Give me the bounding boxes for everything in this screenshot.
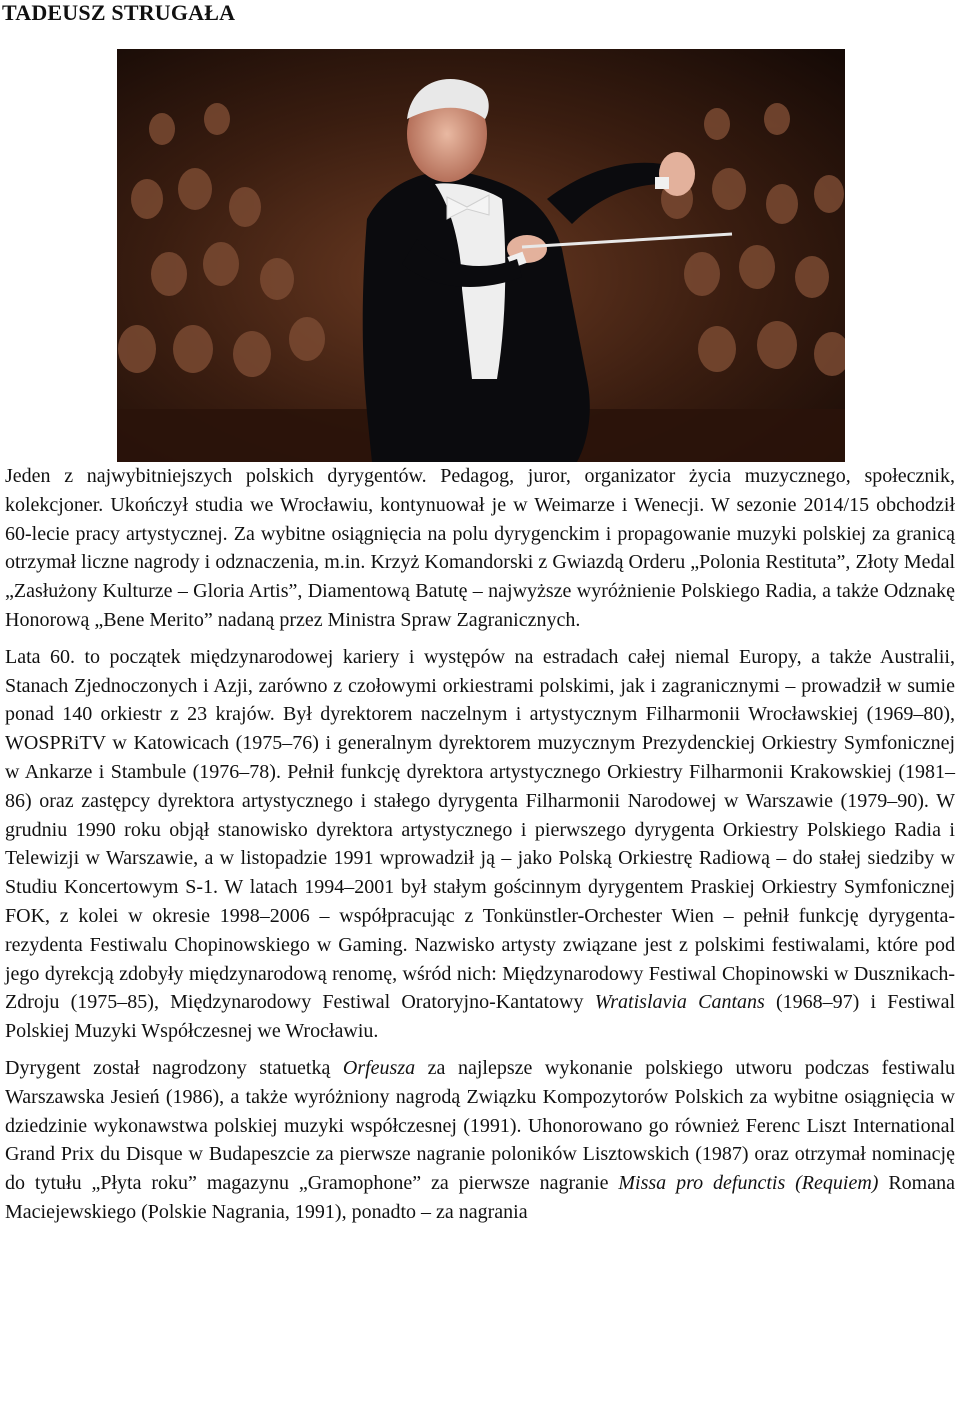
page-title: TADEUSZ STRUGAŁA [2,0,236,25]
conductor-photo-icon [117,49,845,462]
article-body [5,462,955,1227]
paragraph-awards [5,1054,955,1227]
festival-name: Wratislavia Cantans [594,991,765,1014]
paragraph-career-text-b: (1968–97) i Festiwal Polskiej Muzyki Współczesnej we Wrocławiu. [5,991,955,1043]
paragraph-awards-text-a: Dyrygent został nagrodzony statuetką [5,1056,343,1079]
paragraph-career [5,643,955,1046]
paragraph-awards-text-b: za najlepsze wykonanie polskiego utworu podczas festiwalu Warszawska Jesień (1986), a także wyróżniony nagrodą Związku Kompozytorów Polskich za wybitne osiągnięcia w dziedzinie wykonawstwa polskiej muzyki współczesnej (1991). Uhonorowano go również Ferenc Liszt International Grand Prix du Disque w Budapeszcie za pierwsze nagranie poloników Lisztowskich (1987) oraz otrzymał nominację do tytułu „Płyta roku” magazynu „Gramophone” za pierwsze nagranie [5,1056,955,1195]
award-name: Orfeusza [342,1056,416,1079]
paragraph-bio [5,462,955,635]
recording-title: Missa pro defunctis (Requiem) [618,1172,879,1195]
paragraph-bio-text: Jeden z najwybitniejszych polskich dyrygentów. Pedagog, juror, organizator życia muzycznego, społecznik, kolekcjoner. Ukończył studia we Wrocławiu, kontynuował je w Weimarze i Wenecji. W sezonie 2014/15 obchodził 60-lecie pracy artystycznej. Za wybitne osiągnięcia na polu dyrygenckim i propagowanie muzyki polskiej za granicą otrzymał liczne nagrody i odznaczenia, m.in. Krzyż Komandorski z Gwiazdą Orderu „Polonia Restituta”, Złoty Medal „Zasłużony Kulturze – Gloria Artis”, Diamentową Batutę – najwyższe wyróżnienie Polskiego Radia, a także Odznakę Honorową „Bene Merito” nadaną przez Ministra Spraw Zagranicznych. [5,465,955,631]
paragraph-career-text-a: Lata 60. to początek międzynarodowej kariery i występów na estradach całej niemal Europy, a także Australii, Stanach Zjednoczonych i Azji, zarówno z czołowymi orkiestrami polskimi, jak i zagranicznymi – prowadził w sumie ponad 140 orkiestr z 23 krajów. Był dyrektorem naczelnym i artystycznym Filharmonii Wrocławskiej (1969–80), WOSPRiTV w Katowicach (1975–76) i generalnym dyrektorem muzycznym Prezydenckiej Orkiestry Symfonicznej w Ankarze i Stambule (1976–78). Pełnił funkcję dyrektora artystycznego Orkiestry Filharmonii Krakowskiej (1981–86) oraz zastępcy dyrektora artystycznego i stałego dyrygenta Filharmonii Narodowej w Warszawie (1979–90). W grudniu 1990 roku objął stanowisko dyrektora artystycznego i pierwszego dyrygenta Orkiestry Polskiego Radia i Telewizji w Warszawie, a w listopadzie 1991 wprowadził ją – jako Polską Orkiestrę Radiową – do stałej siedziby w Studiu Koncertowym S-1. W latach 1994–2001 był stałym gościnnym dyrygentem Praskiej Orkiestry Symfonicznej FOK, z kolei w okresie 1998–2006 – współpracując z Tonkünstler-Orchester Wien – pełnił funkcję dyrygenta-rezydenta Festiwalu Chopinowskiego w Gaming. Nazwisko artysty związane jest z polskimi festiwalami, które pod jego dyrekcją zdobyły międzynarodową renomę, wśród nich: Międzynarodowy Festiwal Chopinowski w Dusznikach-Zdroju (1975–85), Międzynarodowy Festiwal Oratoryjno-Kantatowy [5,645,955,1014]
conductor-photo [117,49,845,462]
paragraph-awards-text-c: Romana Maciejewskiego (Polskie Nagrania, 1991), ponadto – za nagrania [5,1172,955,1223]
